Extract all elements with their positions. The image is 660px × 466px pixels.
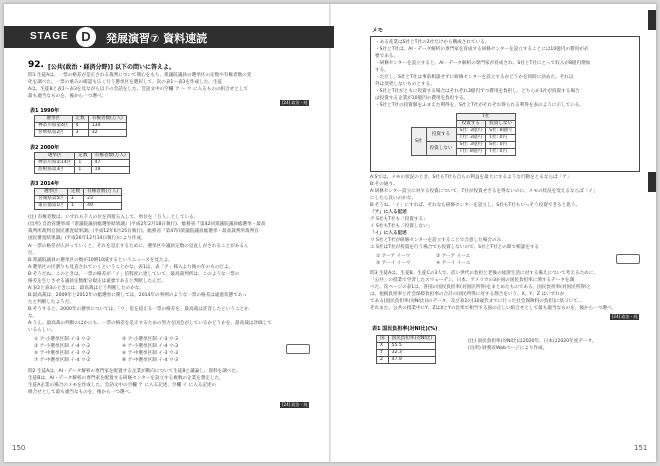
choice-item: ⑧ ア-中選挙区制 イ-4 ウ-3	[122, 358, 179, 363]
choice-item: ④ アーイ イーエ	[436, 261, 471, 266]
question-heading: [公共(政治・経済分野)] 以下の問いに答えよ。	[48, 64, 176, 71]
choice-item: ③ ア-小選挙区制 イ-4 ウ-2	[34, 344, 91, 349]
choices-right-col	[122, 336, 178, 364]
stage-side-tab	[648, 172, 656, 192]
choice-item: ⑦ ア-中選挙区制 イ-4 ウ-2	[34, 358, 91, 363]
table-caption: 表3 2014年	[30, 181, 60, 187]
table-row: 神奈川県第4区 4 134	[35, 123, 127, 130]
choice-item: ⑤ ア-中選挙区制 イ-3 ウ-2	[34, 351, 91, 356]
question-2: 問2 生徒Aは、AI・データ解析の専門家を配置する企業が動向について生徒Bと議論し、資料を調べた。 生徒Bは、AI・データ解析の専門家を配置する研修センターを設立する複数の企業を想定した、 生徒A企業の場合のメモを作成した。会話文中の空欄 ア に入る記述、空欄 イ に入る記述の 組合せとして最も適当なものを、後から一つ選べ。	[28, 369, 241, 395]
source-tag: [24] 政治・経	[282, 402, 308, 407]
table-row: 島根県第3区 1 19	[35, 167, 130, 174]
table-row: Y 32.3	[377, 350, 436, 357]
note-line: (注) 有権者数は、いずれも千人の位を四捨五入して、単位を「万人」としている。	[28, 215, 199, 220]
stage-side-tab	[648, 10, 656, 30]
table-row: Z 47.9	[377, 357, 436, 364]
note-line: 国民審査結果調』(平成26年12月14日執行)により作成。	[28, 236, 146, 241]
table-notes	[28, 214, 265, 242]
textbook-spread	[4, 4, 656, 462]
choice-item: ② アーア イーエ	[436, 254, 471, 259]
burden-rate-table: 国 国民負担率(対NI比) X 55.5 Y 32.3 Z 47.9	[376, 335, 436, 364]
memo-box	[370, 36, 640, 172]
choice-item: ④ ア-小選挙区制 イ-4 ウ-3	[122, 344, 179, 349]
intro-line: Aは、生徒Bと表1〜表3を見ながら以下の会話をした。会話文中の空欄 ア 〜 ウ に入るものの組合せとして	[28, 87, 249, 92]
intro-line: 問1 生徒Aは、一票の格差が是正される裁判について関心をもち、衆議院議員の選挙区の定数や有権者数の変	[28, 73, 252, 78]
intro-line: 最も適当なものを、後から一つ選べ。	[28, 94, 107, 99]
choices-right-2	[436, 253, 470, 267]
stage-header	[4, 26, 334, 48]
question-intro	[28, 72, 251, 100]
choice-item: ① ア-小選挙区制 イ-3 ウ-2	[34, 337, 91, 342]
choices-right-1	[376, 253, 410, 267]
table-row: X 55.5	[377, 343, 436, 350]
question-number: 92.	[28, 60, 44, 70]
choice-item: ② ア-小選挙区制 イ-3 ウ-3	[122, 337, 179, 342]
choice-item: ① アーア イーウ	[376, 254, 411, 259]
stage-label: STAGE	[30, 31, 69, 42]
payoff-table: T社 投資する 投資しない S社 投資する S社: 3億円 S社: 8億円 T社: 3億円 T社: 0円 投資しない S社: 3億円 S社: 0円 T社: 8億円 T社: 0円	[411, 113, 516, 156]
note-line: (出所) 自治省選挙部『衆議院議員総選挙結果調』(平成2年2月18日執行)、総務省『第42回衆議院議員総選挙・最高	[28, 222, 266, 227]
source-tag: [24] 政治・経	[612, 314, 638, 319]
question-3: 問3 生徒Aは、生徒B、生徒Cの3人で、活い世代の負担と老後の経済生活に対する備えについて考えるために、 「公共」の授業で学習したスウェーデン、日本、アメリカの3か国の国民負担率に関するデータを調 べた。次ページの表1は、各国の国民負担率(対国民所得)をまとめたものである。国民負担率(対国民所得)と は、租税負担率と社会保障負担率の合計の国民所得に対する割合をいう。X、Y、Z はいずれか である[国民負担率(対NI比)]のデータ、及び表2の[30歳代までに行った社会保険料の負担]に基づいて… ぞれまた、公共の授業中にY、ZはXとYの比率で相当する国の正しい組合せとして最も適当なものを、後から一つ選べ。	[370, 271, 617, 311]
table-caption: 表2 2000年	[30, 145, 60, 151]
table-source: (注) 国民負担率(対NI比)は2020年、日本は2020年度データ。 (出所) 財務省Webページにより作成。	[468, 339, 597, 351]
intro-line: 化を調べた。一票の重みの確認も広く行う選挙区を選択して、次の表1〜表3を作成した。生徒	[28, 80, 223, 85]
dialog-block: A:一票の格差が広がっていくと、それを是正するために、選挙区や議員定数の見直しがされることがあるん だ。 B:衆議院議員の選挙区の数が10増10減するというニュースを見たよ。 A:選挙区の区割りも見直されていくということかな。表1は、表「ア」様入より後の年のものだよ。 B:そうだね。このときは、一票の格差が「イ」倍程度に達していて、最高裁判所は、このような一票の 格差を生じさせる議員定数配分規定は違憲であると判断したんだ。 A:表2と表3のときには、最高裁はどう判断したのかな。 B:最高裁は、2009年と2012年の総選挙に関しては、2014年の事例のような一票の格差は違憲状態であっ たと判断したようだ。 B:そうすると、2000年の選挙については、「ウ」倍を超える一票の格差を、最高裁は許容したということか な。 A:うん。最高裁の判断のほかにも、一票の格差を是正するための努力を国会がしているかどうかを、最高裁は評価して いるらしい。	[28, 244, 272, 333]
dialog-block-right: A:Sでは、メモの状況のとき、S社もT社も自らの利益を最大にするような行動をとるならば「ア」 B:その通り。 A:研修センター設立に対する投資について、T社が投資せざるを得ないのに、メモの状況を変えるならば「イ」 にしたら良いのかな。 B:そうね。「イ」にすれば、それなら研修センターを設立し、S社もT社もいっそう投資できると思う。 「ア」に入る記述 ア S社もT社も「投資する」 イ S社もT社も「投資しない」 「イ」に入る記述 ウ S社とT社が研修センターを設立することで合意した場合のみ、 エ S社はT社が投資を行う場合でも投資しないので、S社とT社との間で相談をする	[370, 175, 598, 250]
table-caption: 表1 国民負担率(対NI比)(%)	[372, 326, 438, 332]
choice-item: ③ アーイ イーウ	[376, 261, 411, 266]
memo-lines: ・ある産業はS社とT社の2社だけから構成されている。 ・S社とT社は、AI・データ解析の専門家を育成する研修センターを設立することには10億円の費用が必 要である。 ・研修センターを設立すると、AI・データ解析の専門家が育成され、S社とT社にとって収入が8億円増加 する。 ・ただし、S社とT社は事前相談せずに研修センターを設立するかどうかを同時に決めた。それ以 外は変更しないものとする。 ・S社とT社がともに投資する場合はそれぞれ3億円ずつ費用を負担し、どちらか1社が投資する場合 は投資する企業が10億円の費用を負担する。 ・S社とT社の投資額をふまえた利得を、S社とT社がそれぞれ得られる利得を表のように示している。	[375, 40, 591, 108]
page-title: 発展演習⑦ 資料速読	[106, 32, 208, 45]
answer-box[interactable]	[616, 254, 640, 264]
page-gutter	[329, 4, 331, 462]
memo-label: メモ	[372, 28, 384, 34]
page-number-right: 151	[634, 444, 648, 452]
table-row: 東京都第1区 1 49	[35, 203, 122, 210]
table-row: 宮崎県第2区 3 32	[35, 130, 127, 137]
data-table-1990: 選挙区 定数 有権者数(万人) 神奈川県第4区 4 134 宮崎県第2区 3 32	[34, 115, 127, 137]
choices-left-col	[34, 336, 90, 364]
page-number-left: 150	[12, 444, 26, 452]
source-tag: [24] 政治・経	[282, 100, 308, 105]
table-row: 神奈川県第14区 1 47	[35, 160, 130, 167]
choice-item: ⑥ ア-中選挙区制 イ-3 ウ-3	[122, 351, 179, 356]
data-table-2014: 選挙区 定数 有権者数(万人) 宮城県第5区 1 23 東京都第1区 1 49	[34, 188, 122, 210]
table-caption: 表1 1990年	[30, 108, 60, 114]
stage-letter-badge: D	[76, 27, 96, 47]
table-row: 宮城県第5区 1 23	[35, 196, 122, 203]
data-table-2000: 選挙区 定数 有権者数(万人) 神奈川県第14区 1 47 島根県第3区 1 19	[34, 152, 130, 174]
answer-box[interactable]	[286, 344, 310, 354]
note-line: 裁判所裁判官国民審査結果調』(平成12年6月25日執行)、総務省『第47回衆議院議員総選挙・最高裁判所裁判官	[28, 229, 259, 234]
